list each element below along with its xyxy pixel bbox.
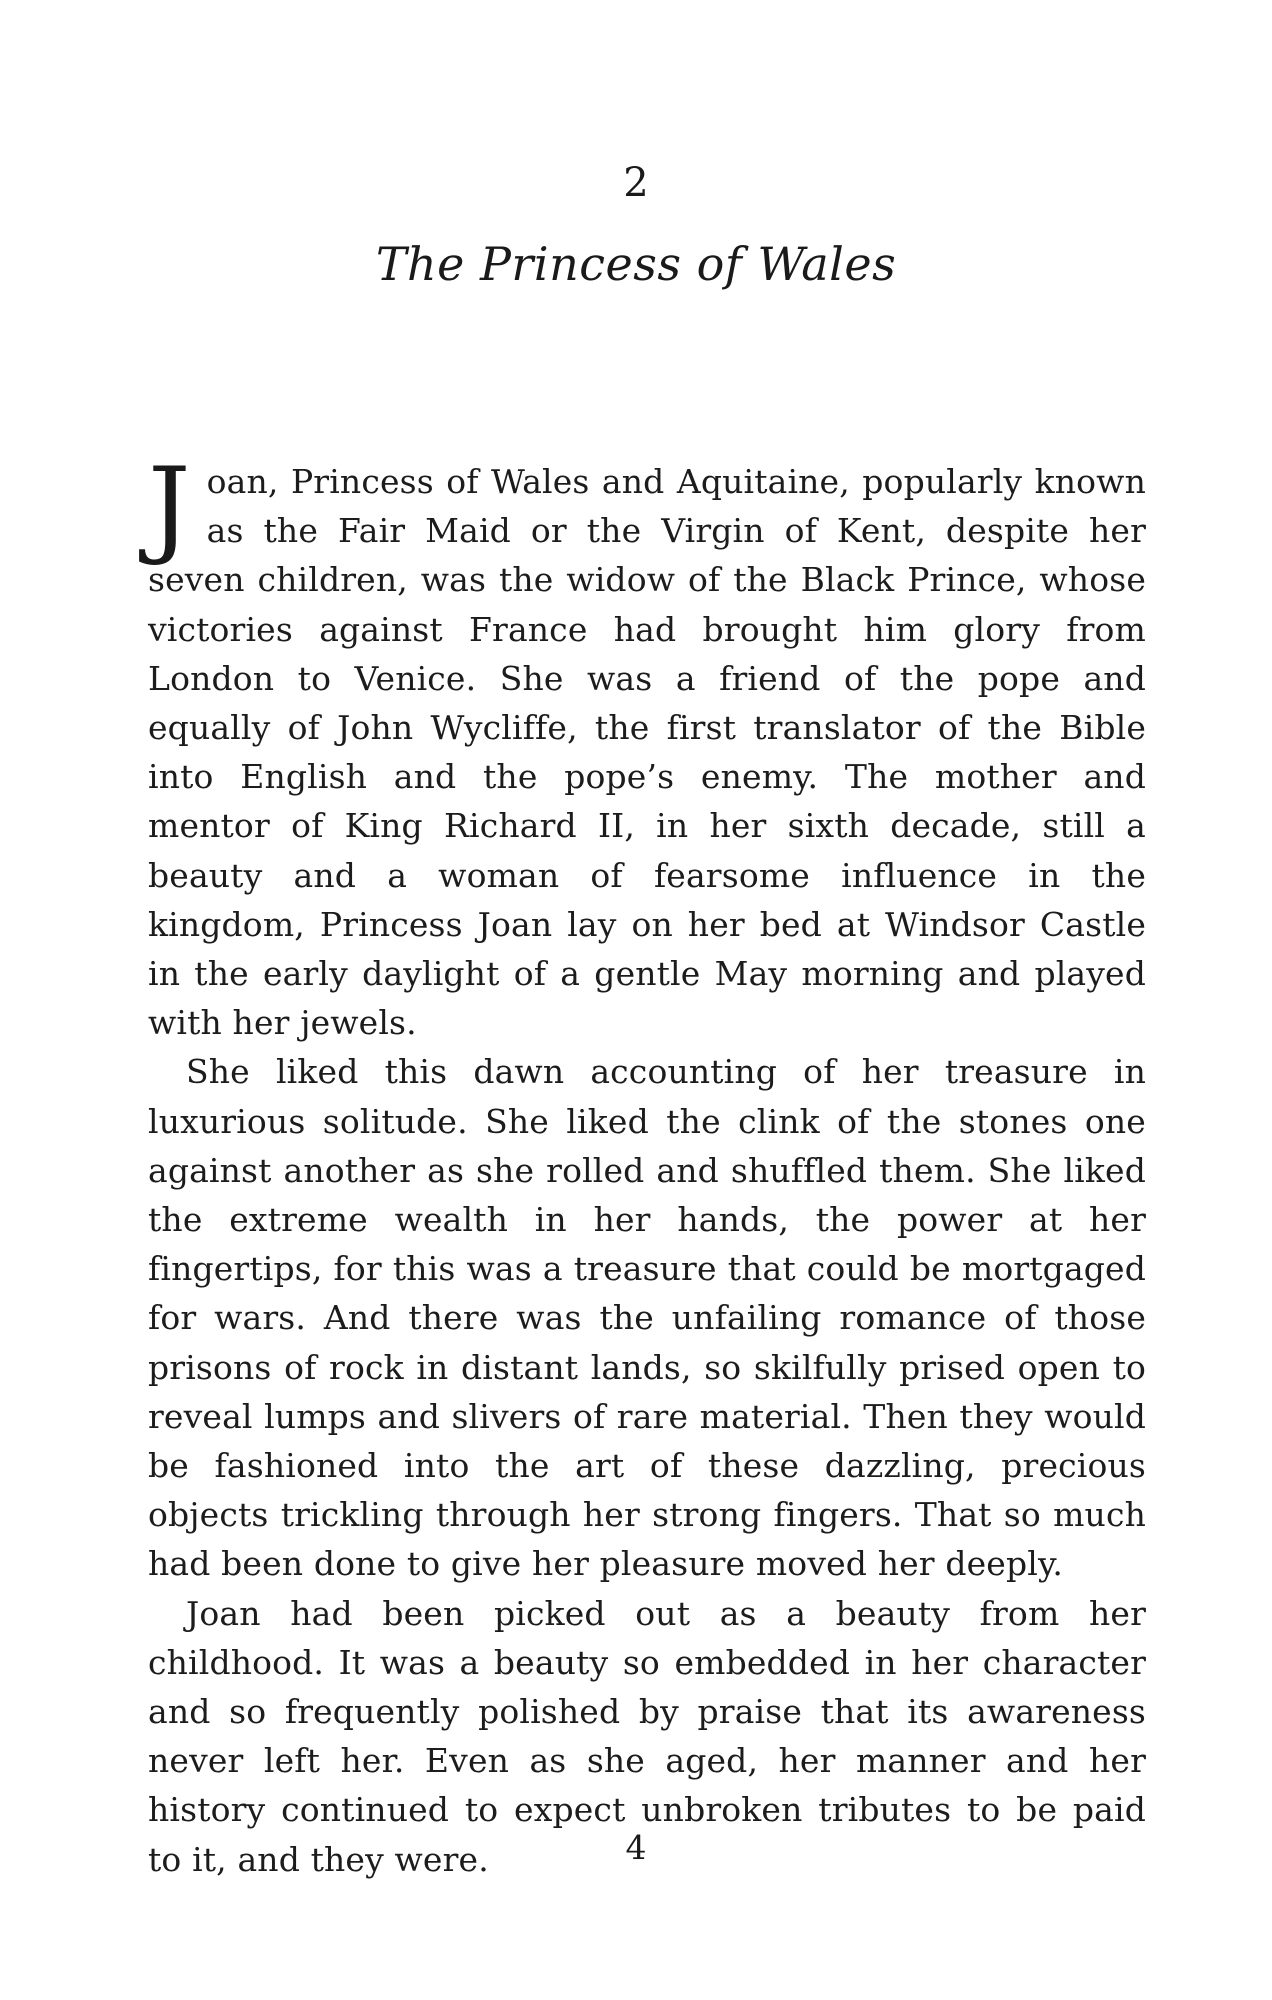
paragraph-3: Joan had been picked out as a beauty from her childhood. It was a beauty so embedded in her character and so frequently polished by praise that its awareness never left her. Even as she aged, her manner and her history continued to expect unbroken tributes to be paid to it, and they were. — [148, 1593, 1146, 1879]
chapter-body — [148, 445, 1146, 1884]
paragraph-1-text: oan, Princess of Wales and Aquitaine, popularly known as the Fair Maid or the Virgin of Kent, despite her seven children, was the widow of the Black Prince, whose victories against France had brought him glory from London to Venice. She was a friend of the pope and equally of John Wycliffe, the first translator of the Bible into English and the pope’s enemy. The mother and mentor of King Richard II, in her sixth decade, still a beauty and a woman of fearsome influence in the kingdom, Princess Joan lay on her bed at Windsor Castle in the early daylight of a gentle May morning and played with her jewels. — [148, 462, 1146, 1043]
page-number: 4 — [625, 1828, 647, 1867]
chapter-number: 2 — [623, 160, 649, 206]
paragraph-2: She liked this dawn accounting of her treasure in luxurious solitude. She liked the clink of the stones one against another as she rolled and shuffled them. She liked the extreme wealth in her hands, the power at her fingertips, for this was a treasure that could be mortgaged for wars. And there was the unfailing romance of those prisons of rock in distant lands, so skilfully prised open to reveal lumps and slivers of rare material. Then they would be fashioned into the art of these dazzling, precious objects trickling through her strong fingers. That so much had been done to give her pleasure moved her deeply. — [148, 1052, 1146, 1584]
chapter-title: The Princess of Wales — [375, 237, 897, 291]
paragraph-1 — [148, 445, 1146, 1047]
drop-cap: J — [148, 445, 191, 568]
